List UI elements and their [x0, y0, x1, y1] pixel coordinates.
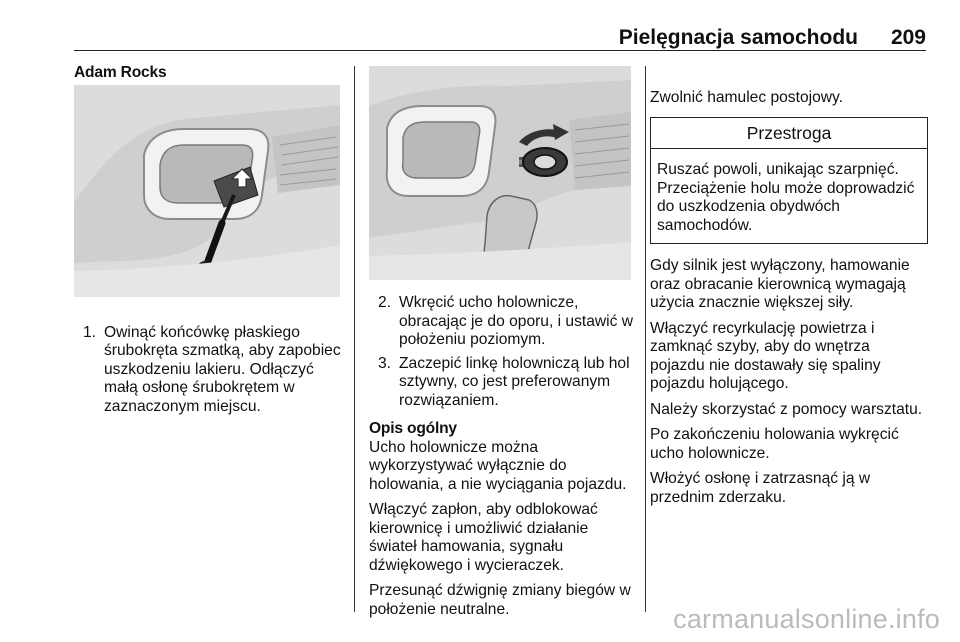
step-1 — [74, 324, 342, 417]
paragraph: Włączyć zapłon, aby odblokować kierownicę i umożliwić działanie świateł hamowania, sygnału dźwiękowego i wycieraczek. — [369, 501, 598, 574]
step-number: 1. — [83, 323, 97, 341]
caution-box — [650, 117, 928, 245]
paragraph: Zwolnić hamulec postojowy. — [650, 89, 843, 106]
page-number: 209 — [890, 26, 926, 49]
instruction-steps-col1 — [74, 324, 342, 417]
paragraph: Przesunąć dźwignię zmiany biegów w położenie neutralne. — [369, 582, 631, 618]
step-text: Zaczepić linkę holowniczą lub hol sztywny, co jest preferowanym rozwiązaniem. — [399, 354, 630, 409]
header-divider — [74, 50, 926, 51]
step-text: Owinąć końcówkę płaskiego śrubokręta szmatką, aby zapobiec uszkodzeniu lakieru. Odłączyć małą osłonę śrubokrętem w zaznaczonym miejscu. — [104, 323, 341, 415]
paragraph: Ucho holownicze można wykorzystywać wyłącznie do holowania, a nie wyciągania pojazdu. — [369, 438, 627, 493]
column-2 — [369, 64, 637, 619]
step-2 — [369, 294, 637, 350]
step-3 — [369, 355, 637, 411]
caution-title: Przestroga — [651, 118, 927, 150]
watermark: carmanualsonline.info — [673, 604, 940, 634]
column-divider-2 — [645, 66, 646, 612]
paragraph: Należy skorzystać z pomocy warsztatu. — [650, 400, 923, 418]
column-3 — [650, 64, 928, 507]
page-header-title: Pielęgnacja samochodu — [618, 26, 858, 49]
figure-towing-eye-installation — [369, 66, 631, 280]
section-subheading-general: Opis ogólny — [369, 420, 457, 437]
paragraph: Włożyć osłonę i zatrzasnąć ją w przednim zderzaku. — [650, 470, 871, 506]
column-1 — [74, 64, 342, 416]
step-text: Wkręcić ucho holownicze, obracając je do oporu, i ustawić w położeniu poziomym. — [399, 294, 634, 348]
instruction-steps-col2 — [369, 294, 637, 410]
caution-body: Ruszać powoli, unikając szarpnięć. Przeciążenie holu może doprowadzić do uszkodzenia obydwóch samochodów. — [657, 161, 915, 234]
paragraph: Gdy silnik jest wyłączony, hamowanie oraz obracanie kierownicą wymagają użycia znacznie większej siły. — [650, 257, 910, 311]
paragraph: Włączyć recyrkulację powietrza i zamknąć szyby, aby do wnętrza pojazdu nie dostawały się spaliny pojazdu holującego. — [650, 319, 881, 392]
figure-bumper-cover-removal — [74, 85, 340, 297]
paragraph: Po zakończeniu holowania wykręcić ucho holownicze. — [650, 426, 899, 462]
step-number: 3. — [378, 354, 392, 372]
section-subheading-adam-rocks: Adam Rocks — [74, 64, 167, 81]
step-number: 2. — [378, 294, 392, 311]
column-divider-1 — [354, 66, 355, 612]
